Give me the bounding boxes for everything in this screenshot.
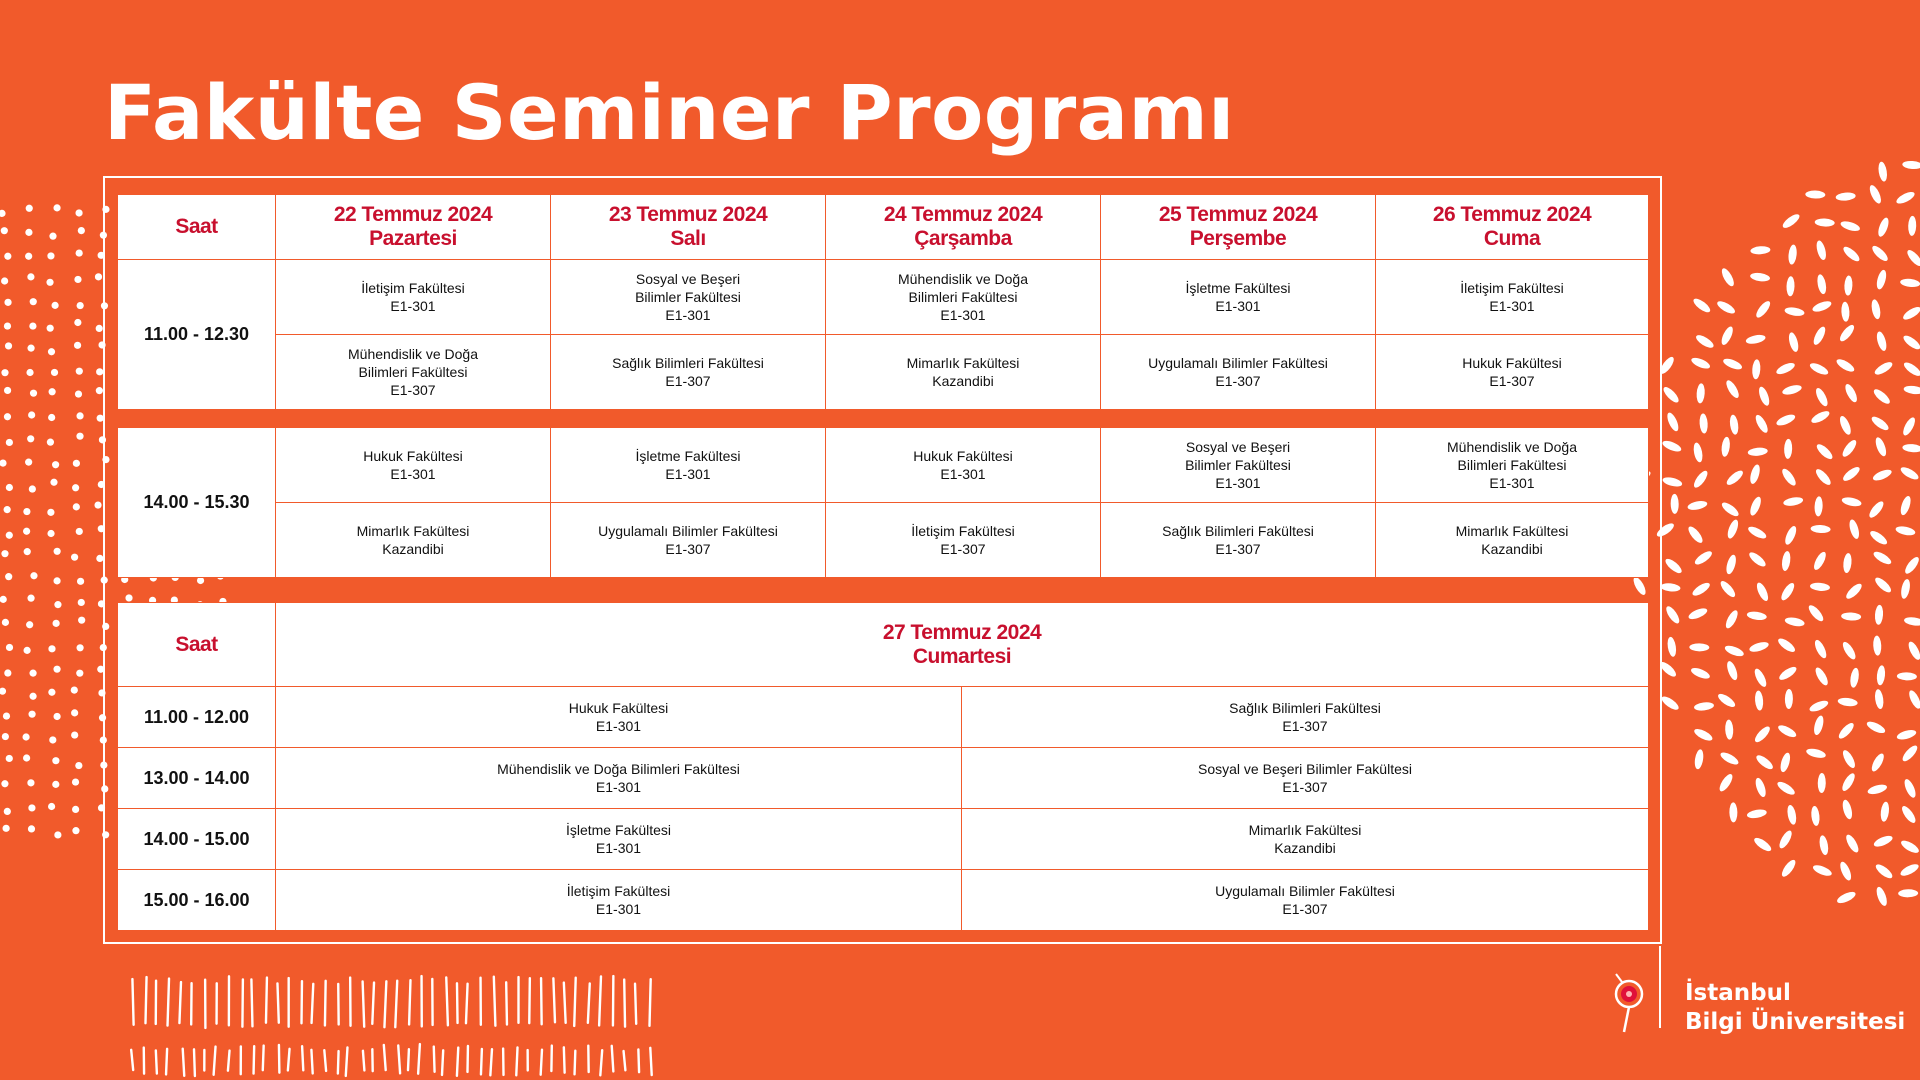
day-header: 23 Temmuz 2024 Salı [551, 195, 826, 260]
cell-line: Mühendislik ve Doğa Bilimleri Fakültesi [497, 761, 740, 777]
session-cell [551, 503, 826, 578]
session-cell [1376, 428, 1649, 503]
cell-line: E1-307 [1282, 901, 1328, 917]
time-slot: 13.00 - 14.00 [118, 748, 276, 809]
cell-line: E1-307 [665, 373, 711, 389]
cell-line: E1-301 [1215, 475, 1261, 491]
cell-line: Hukuk Fakültesi [363, 448, 463, 464]
cell-line: Kazandibi [932, 373, 994, 389]
session-cell [962, 748, 1649, 809]
time-slot: 11.00 - 12.00 [118, 687, 276, 748]
table-row [118, 335, 1649, 410]
day-header: 22 Temmuz 2024 Pazartesi [276, 195, 551, 260]
cell-line: E1-307 [1215, 541, 1261, 557]
logo-line-1: İstanbul [1685, 980, 1791, 1006]
session-cell [276, 335, 551, 410]
session-cell [1376, 503, 1649, 578]
saat-header: Saat [118, 603, 276, 687]
table-row [118, 748, 1649, 809]
cell-line: İşletme Fakültesi [565, 822, 672, 838]
session-cell [551, 428, 826, 503]
table-row [118, 503, 1649, 578]
cell-line: Sosyal ve Beşeri [1185, 439, 1291, 455]
page-title: Fakülte Seminer Programı [104, 68, 1235, 157]
session-cell [962, 687, 1649, 748]
cell-line: Sağlık Bilimleri Fakültesi [612, 355, 764, 371]
cell-line: Hukuk Fakültesi [913, 448, 1013, 464]
session-cell [551, 335, 826, 410]
session-cell [276, 260, 551, 335]
cell-line: Sağlık Bilimleri Fakültesi [1162, 523, 1314, 539]
cell-line: Uygulamalı Bilimler Fakültesi [1148, 355, 1328, 371]
cell-line: E1-301 [390, 298, 436, 314]
cell-line: E1-301 [1215, 298, 1261, 314]
cell-line: İletişim Fakültesi [1460, 280, 1564, 296]
cell-line: E1-307 [1282, 779, 1328, 795]
session-cell [826, 428, 1101, 503]
table-row [118, 428, 1649, 503]
cell-line: E1-301 [665, 466, 711, 482]
session-cell [1101, 335, 1376, 410]
cell-line: Kazandibi [1274, 840, 1336, 856]
cell-line: Bilimleri Fakültesi [1457, 457, 1567, 473]
cell-line: E1-301 [390, 466, 436, 482]
session-cell [1376, 260, 1649, 335]
cell-line: Mühendislik ve Doğa [898, 271, 1028, 287]
session-cell [826, 335, 1101, 410]
cell-line: E1-301 [595, 901, 642, 917]
bilgi-logo-icon [1612, 944, 1672, 1036]
cell-line: Sosyal ve Beşeri Bilimler Fakültesi [1198, 761, 1412, 777]
cell-line: Bilimleri Fakültesi [358, 364, 468, 380]
cell-line: Uygulamalı Bilimler Fakültesi [1215, 883, 1395, 899]
cell-line: Bilimler Fakültesi [1185, 457, 1291, 473]
cell-line: Hukuk Fakültesi [568, 700, 669, 716]
cell-line: İşletme Fakültesi [635, 448, 741, 464]
cell-line: E1-301 [1489, 298, 1535, 314]
session-cell [276, 503, 551, 578]
session-cell [276, 428, 551, 503]
cell-line: Sağlık Bilimleri Fakültesi [1229, 700, 1381, 716]
session-cell [276, 748, 962, 809]
cell-line: İşletme Fakültesi [1185, 280, 1291, 296]
cell-line: Mühendislik ve Doğa [1447, 439, 1577, 455]
cell-line: E1-301 [595, 840, 642, 856]
cell-line: E1-307 [665, 541, 711, 557]
cell-line: Uygulamalı Bilimler Fakültesi [598, 523, 778, 539]
table-row [118, 809, 1649, 870]
session-cell [276, 687, 962, 748]
day-header: 24 Temmuz 2024 Çarşamba [826, 195, 1101, 260]
cell-line: Mimarlık Fakültesi [1455, 523, 1569, 539]
session-cell [962, 870, 1649, 931]
cell-line: E1-301 [665, 307, 711, 323]
cell-line: E1-307 [940, 541, 986, 557]
cell-line: E1-307 [1282, 718, 1328, 734]
time-slot: 14.00 - 15.30 [118, 428, 276, 578]
university-name [1685, 979, 1905, 1037]
cell-line: Sosyal ve Beşeri [635, 271, 741, 287]
day-header: 25 Temmuz 2024 Perşembe [1101, 195, 1376, 260]
cell-line: E1-301 [940, 466, 986, 482]
cell-line: E1-301 [940, 307, 986, 323]
cell-line: Mühendislik ve Doğa [348, 346, 478, 362]
cell-line: Bilimleri Fakültesi [908, 289, 1018, 305]
weekly-schedule-table [117, 194, 1649, 578]
saturday-schedule-table [117, 602, 1649, 931]
session-cell [1101, 503, 1376, 578]
cell-line: İletişim Fakültesi [361, 280, 465, 296]
cell-line: Mimarlık Fakültesi [1248, 822, 1362, 838]
cell-line: Bilimler Fakültesi [635, 289, 741, 305]
table-row [118, 870, 1649, 931]
session-cell [826, 260, 1101, 335]
cell-line: E1-301 [595, 718, 642, 734]
cell-line: Hukuk Fakültesi [1462, 355, 1562, 371]
cell-line: İletişim Fakültesi [911, 523, 1015, 539]
saat-header: Saat [118, 195, 276, 260]
cell-line: E1-307 [1215, 373, 1261, 389]
logo-line-2: Bilgi Üniversitesi [1685, 1009, 1906, 1035]
table-row [118, 260, 1649, 335]
session-cell [826, 503, 1101, 578]
cell-line: Mimarlık Fakültesi [906, 355, 1020, 371]
session-cell [551, 260, 826, 335]
cell-line: E1-307 [390, 382, 436, 398]
weekly-header-row [118, 195, 1649, 260]
session-cell [1101, 260, 1376, 335]
time-slot: 14.00 - 15.00 [118, 809, 276, 870]
cell-line: E1-301 [595, 779, 642, 795]
session-cell [962, 809, 1649, 870]
cell-line: Kazandibi [382, 541, 444, 557]
time-slot: 11.00 - 12.30 [118, 260, 276, 410]
session-cell [276, 870, 962, 931]
block-spacer [118, 410, 1649, 428]
session-cell [276, 809, 962, 870]
cell-line: E1-307 [1489, 373, 1535, 389]
session-cell [1101, 428, 1376, 503]
cell-line: E1-301 [1489, 475, 1535, 491]
cell-line: Kazandibi [1481, 541, 1543, 557]
cell-line: Mimarlık Fakültesi [356, 523, 470, 539]
cell-line: İletişim Fakültesi [566, 883, 671, 899]
table-row [118, 687, 1649, 748]
session-cell [1376, 335, 1649, 410]
saturday-header-row [118, 603, 1649, 687]
day-header: 27 Temmuz 2024 Cumartesi [276, 603, 1649, 687]
time-slot: 15.00 - 16.00 [118, 870, 276, 931]
day-header: 26 Temmuz 2024 Cuma [1376, 195, 1649, 260]
